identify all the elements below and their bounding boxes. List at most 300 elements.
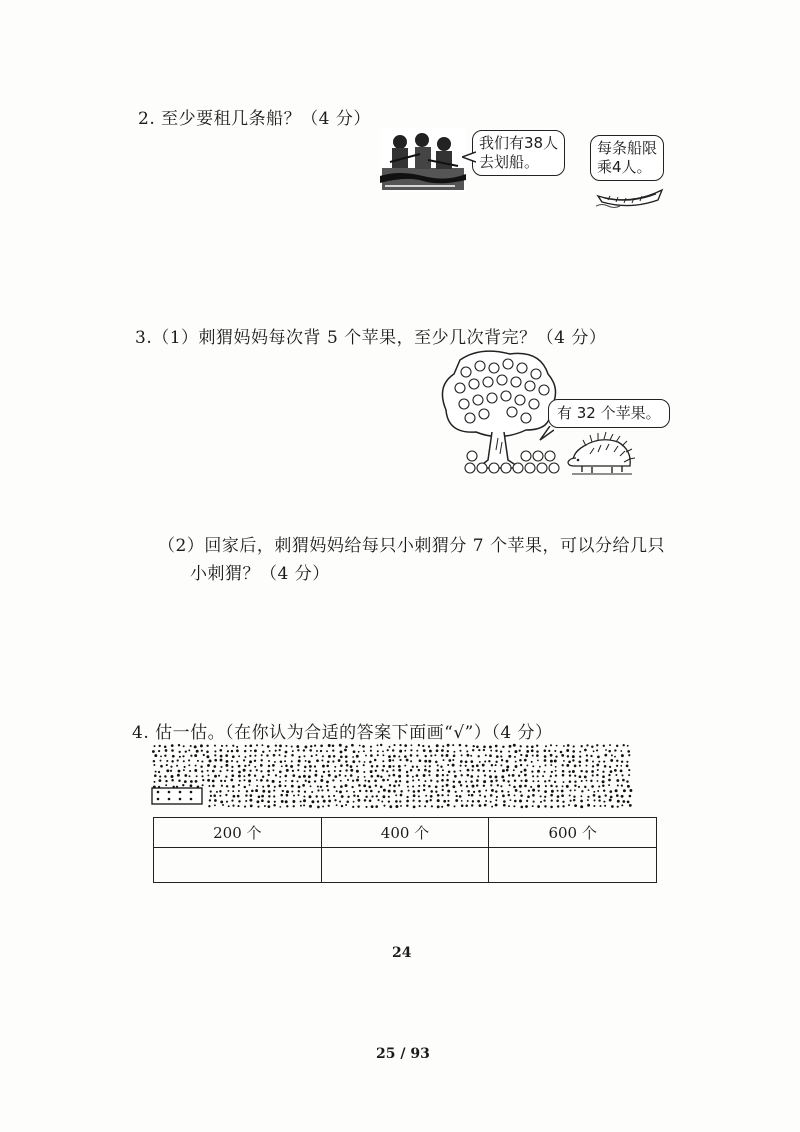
dot xyxy=(249,784,251,786)
dot xyxy=(356,755,359,758)
dot xyxy=(358,760,360,762)
dot xyxy=(545,764,547,766)
dot xyxy=(562,774,565,777)
dot xyxy=(596,774,598,776)
dot xyxy=(233,795,236,798)
dot xyxy=(540,795,542,797)
dot xyxy=(411,744,413,746)
dot xyxy=(395,794,397,796)
dot xyxy=(381,801,383,803)
dot xyxy=(267,770,270,773)
dot xyxy=(524,785,527,788)
dot xyxy=(603,745,605,747)
dot xyxy=(309,749,312,752)
dot xyxy=(317,785,319,787)
dot xyxy=(176,765,178,767)
dot xyxy=(497,784,499,786)
dot xyxy=(188,749,190,751)
dot xyxy=(165,784,167,786)
dot xyxy=(424,755,426,757)
dot xyxy=(303,804,305,806)
dot xyxy=(292,774,295,777)
bubble-line-1: 每条船限 xyxy=(597,139,658,157)
dot xyxy=(447,750,449,752)
dot xyxy=(419,805,421,807)
dot xyxy=(629,789,632,792)
dot xyxy=(370,775,373,778)
dot xyxy=(542,775,544,777)
dot xyxy=(568,804,570,806)
dot xyxy=(346,790,348,792)
dot xyxy=(617,806,619,808)
dot xyxy=(286,805,288,807)
dot xyxy=(304,770,306,772)
dot xyxy=(520,745,522,747)
dot xyxy=(243,779,245,781)
dot xyxy=(472,765,475,768)
dot xyxy=(531,770,533,772)
dot xyxy=(238,765,241,768)
dot xyxy=(387,779,389,781)
dot xyxy=(322,755,324,757)
dot xyxy=(509,784,511,786)
dot xyxy=(603,801,605,803)
dot xyxy=(477,800,480,803)
dot xyxy=(248,764,250,766)
dot xyxy=(489,775,492,778)
dot xyxy=(285,800,288,803)
dot xyxy=(466,750,468,752)
dot xyxy=(188,764,190,766)
dot xyxy=(290,765,293,768)
dot xyxy=(311,800,314,803)
dot xyxy=(232,785,235,788)
dot xyxy=(532,775,534,777)
dot xyxy=(602,780,605,783)
dot xyxy=(314,765,316,767)
dot xyxy=(503,804,506,807)
dot xyxy=(508,805,510,807)
dot xyxy=(554,760,557,763)
dot xyxy=(513,744,516,747)
dot xyxy=(388,775,390,777)
dot xyxy=(555,766,557,768)
option-400: 400 个 xyxy=(321,818,489,848)
dot xyxy=(399,780,401,782)
dot xyxy=(532,789,535,792)
dot xyxy=(447,764,449,766)
dot xyxy=(544,780,546,782)
dot xyxy=(526,764,528,766)
dot xyxy=(382,795,385,798)
dot xyxy=(456,795,458,797)
dot xyxy=(284,755,286,757)
dot xyxy=(586,765,588,767)
dot xyxy=(537,805,540,808)
dot xyxy=(563,781,565,783)
dot xyxy=(305,780,307,782)
dot xyxy=(232,790,234,792)
dot xyxy=(309,805,312,808)
dot xyxy=(279,749,281,751)
dot xyxy=(317,800,319,802)
dot xyxy=(272,769,274,771)
dot xyxy=(201,775,203,777)
dot xyxy=(467,790,470,793)
dot xyxy=(591,746,593,748)
dot xyxy=(490,750,492,752)
dot xyxy=(610,759,613,762)
dot xyxy=(225,764,228,767)
dot xyxy=(340,785,343,788)
dot xyxy=(603,761,605,763)
dot xyxy=(399,800,401,802)
dot xyxy=(238,771,241,774)
dot xyxy=(550,775,552,777)
dot xyxy=(554,750,556,752)
dot xyxy=(514,800,517,803)
dot xyxy=(164,746,167,749)
dot xyxy=(189,770,191,772)
dot xyxy=(536,745,538,747)
dot xyxy=(326,780,329,783)
dot xyxy=(304,766,307,769)
dot xyxy=(383,789,386,792)
dot xyxy=(616,760,618,762)
dot xyxy=(472,800,474,802)
sample-dot xyxy=(179,798,182,801)
dot xyxy=(292,800,295,803)
dot xyxy=(303,749,305,751)
dot xyxy=(369,761,372,764)
dot xyxy=(225,775,227,777)
dot xyxy=(334,775,337,778)
dot xyxy=(580,805,583,808)
dot xyxy=(484,774,486,776)
dot xyxy=(328,770,330,772)
dot xyxy=(446,754,449,757)
dot xyxy=(489,745,492,748)
dot xyxy=(609,799,612,802)
dot xyxy=(533,801,535,803)
dot xyxy=(393,765,395,767)
dot xyxy=(512,774,515,777)
dot xyxy=(160,755,162,757)
dot xyxy=(382,754,384,756)
dot xyxy=(616,745,618,747)
dot xyxy=(501,790,503,792)
dot xyxy=(316,759,319,762)
dot xyxy=(404,755,407,758)
dot xyxy=(269,750,271,752)
dot xyxy=(380,776,382,778)
dot xyxy=(317,789,319,791)
dot xyxy=(214,754,216,756)
dot xyxy=(334,799,336,801)
dot xyxy=(428,785,431,788)
dot xyxy=(308,760,311,763)
dot xyxy=(566,785,569,788)
dot xyxy=(461,790,463,792)
dot xyxy=(303,799,306,802)
dot xyxy=(219,770,221,772)
dot xyxy=(604,805,606,807)
dot xyxy=(231,770,233,772)
dot xyxy=(593,794,596,797)
dot xyxy=(590,780,592,782)
dot xyxy=(453,770,455,772)
dot xyxy=(281,800,284,803)
dot xyxy=(328,774,331,777)
dot xyxy=(336,804,338,806)
dot xyxy=(545,745,547,747)
dot xyxy=(352,760,355,763)
dot xyxy=(586,780,588,782)
dot xyxy=(279,806,281,808)
dot xyxy=(377,750,379,752)
dot xyxy=(190,745,192,747)
dot xyxy=(398,765,401,768)
dot xyxy=(477,775,479,777)
dot xyxy=(628,769,630,771)
dot xyxy=(275,774,277,776)
dot xyxy=(300,801,302,803)
dot xyxy=(476,746,479,749)
table-row xyxy=(154,818,657,848)
dot xyxy=(461,774,463,776)
dot xyxy=(490,794,493,797)
dot xyxy=(520,806,523,809)
dot xyxy=(286,794,289,797)
dot xyxy=(491,806,493,808)
dot xyxy=(285,751,288,754)
dot xyxy=(460,765,462,767)
dot xyxy=(293,805,295,807)
dot xyxy=(370,770,373,773)
dot xyxy=(426,800,429,803)
dot xyxy=(225,754,228,757)
dot xyxy=(281,765,283,767)
sample-dot xyxy=(190,791,193,794)
answer-cell-200[interactable] xyxy=(154,848,322,883)
dot xyxy=(473,745,475,747)
dot xyxy=(339,744,342,747)
dot xyxy=(328,805,330,807)
bubble-line-2: 乘4人。 xyxy=(597,158,652,176)
dot xyxy=(580,770,582,772)
dot xyxy=(502,746,504,748)
dot xyxy=(416,750,418,752)
dot xyxy=(509,745,512,748)
dot xyxy=(506,760,509,763)
dot xyxy=(562,770,565,773)
dot xyxy=(507,780,509,782)
dot xyxy=(502,769,505,772)
dot xyxy=(232,805,234,807)
dot xyxy=(478,755,480,757)
dot xyxy=(326,750,328,752)
dot xyxy=(562,805,564,807)
dot xyxy=(550,785,553,788)
dot xyxy=(184,766,186,768)
dot xyxy=(404,744,407,747)
dot xyxy=(471,794,474,797)
dot xyxy=(365,806,367,808)
bubble-line-2: 去划船。 xyxy=(479,153,540,171)
dot xyxy=(524,774,527,777)
dot xyxy=(620,770,623,773)
dot xyxy=(540,801,542,803)
speech-bubble-apples: 有 32 个苹果。 xyxy=(548,399,670,428)
dot xyxy=(491,764,493,766)
dot xyxy=(548,750,550,752)
dot xyxy=(616,794,619,797)
dot xyxy=(590,755,592,757)
dot xyxy=(543,799,545,801)
dot xyxy=(268,805,271,808)
dot xyxy=(232,755,235,758)
dot xyxy=(375,805,378,808)
dot xyxy=(597,769,599,771)
dot xyxy=(532,755,534,757)
dot xyxy=(254,755,256,757)
sample-dot xyxy=(168,791,171,794)
dot xyxy=(334,766,336,768)
page-count: 25 / 93 xyxy=(376,1046,430,1062)
dot xyxy=(454,775,457,778)
q4-title: 4. 估一估。（在你认为合适的答案下面画“√”）（4 分） xyxy=(132,723,553,743)
dot xyxy=(500,785,502,787)
dot xyxy=(160,765,163,768)
dot xyxy=(629,795,632,798)
dot xyxy=(593,799,595,801)
sample-dot xyxy=(157,798,160,801)
dot xyxy=(320,744,323,747)
dot xyxy=(321,789,323,791)
dot xyxy=(171,744,174,747)
dot xyxy=(614,769,617,772)
dot xyxy=(500,764,502,766)
dot xyxy=(236,746,238,748)
dot xyxy=(243,759,245,761)
dot xyxy=(460,760,463,763)
dot xyxy=(472,785,475,788)
dot xyxy=(550,754,553,757)
dot xyxy=(395,800,398,803)
dot xyxy=(620,765,622,767)
dot xyxy=(214,804,216,806)
dot xyxy=(597,756,600,759)
dot xyxy=(580,795,582,797)
dot xyxy=(183,745,185,747)
dot xyxy=(261,744,263,746)
dot xyxy=(358,751,360,753)
dot xyxy=(520,794,523,797)
dot xyxy=(514,779,516,781)
dot xyxy=(279,754,281,756)
dot xyxy=(515,789,518,792)
dot xyxy=(569,794,571,796)
dot xyxy=(261,795,264,798)
dot xyxy=(573,796,575,798)
dot xyxy=(413,806,416,809)
dot xyxy=(520,780,522,782)
dot xyxy=(418,769,420,771)
dot xyxy=(465,765,467,767)
dot xyxy=(410,749,412,751)
dot xyxy=(249,744,252,747)
dot xyxy=(448,770,451,773)
dot xyxy=(368,786,371,789)
dot xyxy=(465,781,467,783)
option-200: 200 个 xyxy=(154,818,322,848)
dot xyxy=(250,794,253,797)
dot xyxy=(388,755,391,758)
dot xyxy=(567,755,569,757)
dot xyxy=(398,784,400,786)
dot xyxy=(358,784,361,787)
dot xyxy=(244,806,246,808)
dot xyxy=(260,770,262,772)
dot xyxy=(459,770,461,772)
dot xyxy=(257,806,259,808)
dot xyxy=(593,805,595,807)
answer-cell-400[interactable] xyxy=(321,848,489,883)
dot xyxy=(393,755,396,758)
dot xyxy=(406,780,409,783)
dot xyxy=(268,760,270,762)
dot xyxy=(226,760,229,763)
dot xyxy=(338,759,341,762)
dot xyxy=(291,746,293,748)
dot xyxy=(357,776,359,778)
dot xyxy=(581,780,583,782)
dot xyxy=(285,764,288,767)
dot xyxy=(386,770,388,772)
dot xyxy=(376,795,378,797)
sample-box xyxy=(152,788,202,804)
dot xyxy=(501,759,503,761)
dot xyxy=(206,755,209,758)
dot xyxy=(508,774,510,776)
dot xyxy=(518,775,520,777)
dot xyxy=(483,780,486,783)
dot xyxy=(298,790,300,792)
dot xyxy=(336,790,338,792)
dot xyxy=(597,780,599,782)
dot xyxy=(227,750,229,752)
dot xyxy=(459,750,461,752)
dot xyxy=(244,756,246,758)
dot xyxy=(309,795,312,798)
dot xyxy=(352,780,354,782)
dot xyxy=(490,801,492,803)
dot xyxy=(514,794,516,796)
dot xyxy=(321,759,323,761)
dot xyxy=(171,760,173,762)
dot xyxy=(398,756,400,758)
dot xyxy=(605,749,607,751)
dot xyxy=(353,801,355,803)
dot xyxy=(195,765,197,767)
dot xyxy=(314,780,316,782)
dot xyxy=(513,805,515,807)
answer-cell-600[interactable] xyxy=(489,848,657,883)
dot xyxy=(344,749,347,752)
dot xyxy=(214,799,217,802)
dot xyxy=(351,786,353,788)
dot xyxy=(513,786,516,789)
